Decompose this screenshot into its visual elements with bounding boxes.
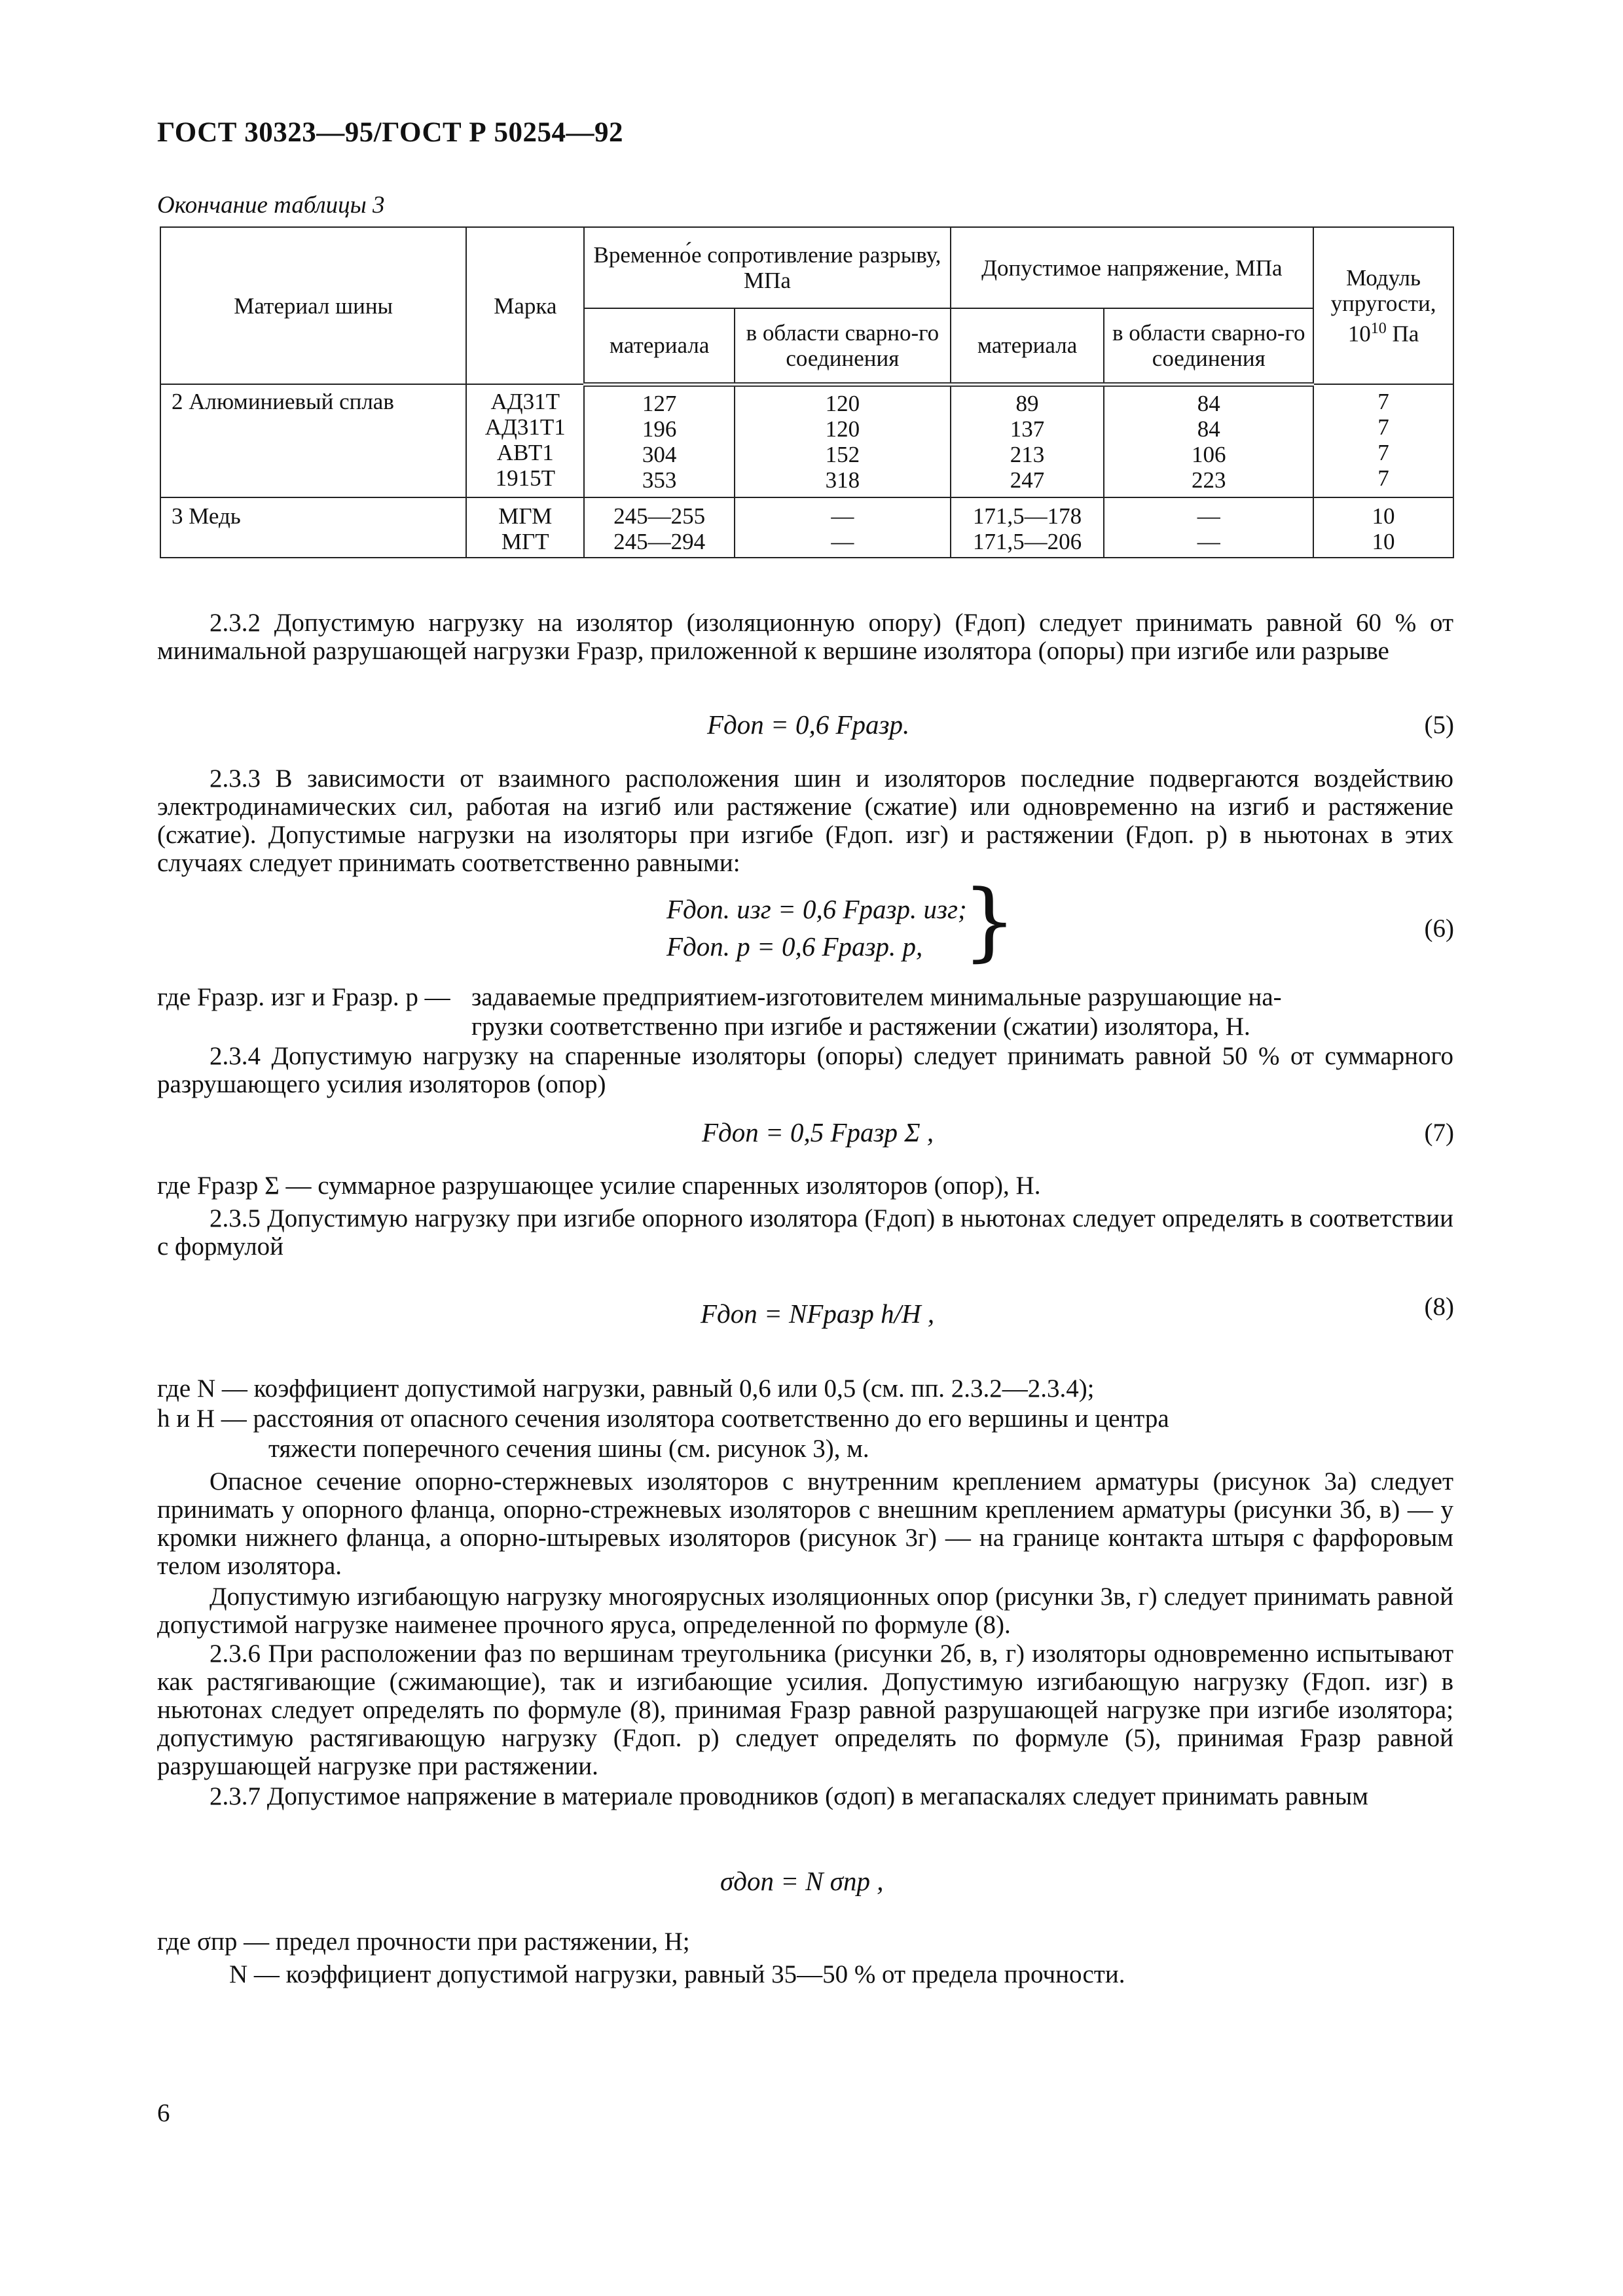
row-allow-weld: 84 84 106 223 bbox=[1104, 384, 1313, 497]
row-tensile-material: 245—255 245—294 bbox=[584, 497, 735, 558]
table-row bbox=[160, 497, 1453, 558]
where-7: где Fразр Σ — суммарное разрушающее усилие спаренных изоляторов (опор), Н. bbox=[157, 1172, 1041, 1200]
paragraph-danger-section: Опасное сечение опорно-стержневых изоляторов с внутренним креплением арматуры (рисунок 3а) следует принимать у опорного фланца, опорно-стрежневых изоляторов с внешним креплением арматуры (рисунки 3б, в) — у кромки нижнего фланца, а опорно-штыревых изоляторов (рисунок 3г) — на границе контакта штыря с фарфоровым телом изолятора. bbox=[157, 1467, 1453, 1580]
paragraph-2-3-3: 2.3.3 В зависимости от взаимного расположения шин и изоляторов последние подвергаются воздействию электродинамических сил, работая на изгиб или растяжение (сжатие) или одновременно на изгиб и растяжение (сжатие). Допустимые нагрузки на изоляторы при изгибе (Fдоп. изг) и растяжении (Fдоп. р) в ньютонах в этих случаях следует принимать соответственно равными: bbox=[157, 764, 1453, 877]
where-6-lead: где Fразр. изг и Fразр. р — bbox=[157, 983, 450, 1011]
row-allow-material: 171,5—178 171,5—206 bbox=[951, 497, 1104, 558]
paragraph-2-3-4: 2.3.4 Допустимую нагрузку на спаренные изоляторы (опоры) следует принимать равной 50 % от суммарного разрушающего усилия изоляторов (опор) bbox=[157, 1042, 1453, 1098]
header-material: Материал шины bbox=[160, 227, 466, 384]
row-brands: АД31Т АД31Т1 АВТ1 1915Т bbox=[466, 384, 584, 497]
formula-5: Fдоп = 0,6 Fразр. bbox=[707, 709, 910, 740]
row-tensile-weld: 120 120 152 318 bbox=[735, 384, 951, 497]
header-brand: Марка bbox=[466, 227, 584, 384]
subheader-tensile-material: материала bbox=[584, 308, 735, 384]
subheader-tensile-weld: в области сварно-го соединения bbox=[735, 308, 951, 384]
formula-number-6: (6) bbox=[1424, 914, 1454, 942]
row-material: 3 Медь bbox=[160, 497, 466, 558]
paragraph-2-3-5: 2.3.5 Допустимую нагрузку при изгибе опорного изолятора (Fдоп) в ньютонах следует определять в соответствии с формулой bbox=[157, 1204, 1453, 1261]
formula-6b: Fдоп. р = 0,6 Fразр. р, bbox=[666, 931, 923, 961]
table-row bbox=[160, 384, 1453, 497]
paragraph-2-3-2: 2.3.2 Допустимую нагрузку на изолятор (изоляционную опору) (Fдоп) следует принимать равной 60 % от минимальной разрушающей нагрузки Fразр, приложенной к вершине изолятора (опоры) при изгибе или разрыве bbox=[157, 609, 1453, 665]
where-8-h-1: h и H — расстояния от опасного сечения изолятора соответственно до его вершины и центра bbox=[157, 1405, 1169, 1433]
curly-brace: } bbox=[962, 871, 1017, 971]
where-8-h-2: тяжести поперечного сечения шины (см. рисунок 3), м. bbox=[268, 1435, 869, 1463]
paragraph-multi-tier: Допустимую изгибающую нагрузку многоярусных изоляционных опор (рисунки 3в, г) следует принимать равной допустимой нагрузке наименее прочного яруса, определенной по формуле (8). bbox=[157, 1583, 1453, 1639]
document-header: ГОСТ 30323—95/ГОСТ Р 50254—92 bbox=[157, 117, 623, 148]
row-material: 2 Алюминиевый сплав bbox=[160, 384, 466, 497]
where-9-sigma: где σпр — предел прочности при растяжении, Н; bbox=[157, 1928, 690, 1956]
subheader-allow-material: материала bbox=[951, 308, 1104, 384]
where-8-n: где N — коэффициент допустимой нагрузки, равный 0,6 или 0,5 (см. пп. 2.3.2—2.3.4); bbox=[157, 1374, 1095, 1403]
formula-6a: Fдоп. изг = 0,6 Fразр. изг; bbox=[666, 894, 967, 924]
row-tensile-weld: — — bbox=[735, 497, 951, 558]
page-number: 6 bbox=[157, 2099, 170, 2127]
materials-table bbox=[160, 226, 1454, 558]
row-allow-material: 89 137 213 247 bbox=[951, 384, 1104, 497]
row-allow-weld: — — bbox=[1104, 497, 1313, 558]
header-modulus: Модуль упругости, $10^{10}$ Па bbox=[1313, 227, 1453, 384]
formula-7: Fдоп = 0,5 Fразр Σ , bbox=[702, 1117, 934, 1147]
formula-9: σдоп = N σпр , bbox=[720, 1866, 884, 1896]
row-modulus: 10 10 bbox=[1313, 497, 1453, 558]
paragraph-2-3-7: 2.3.7 Допустимое напряжение в материале проводников (σдоп) в мегапаскалях следует принимать равным bbox=[210, 1782, 1368, 1810]
paragraph-2-3-6: 2.3.6 При расположении фаз по вершинам треугольника (рисунки 2б, в, г) изоляторы одновременно испытывают как растягивающие (сжимающие), так и изгибающие усилия. Допустимую изгибающую нагрузку (Fдоп. изг) в ньютонах следует определять по формуле (8), принимая Fразр равной разрушающей нагрузке при изгибе изолятора; допустимую растягивающую нагрузку (Fдоп. р) следует определять по формуле (5), принимая Fразр равной разрушающей нагрузке при растяжении. bbox=[157, 1640, 1453, 1780]
where-9-n: N — коэффициент допустимой нагрузки, равный 35—50 % от предела прочности. bbox=[229, 1960, 1125, 1988]
where-6-text-2: грузки соответственно при изгибе и растяжении (сжатии) изолятора, Н. bbox=[471, 1013, 1250, 1041]
where-6-text-1: задаваемые предприятием-изготовителем минимальные разрушающие на- bbox=[471, 983, 1282, 1011]
header-allowable: Допустимое напряжение, МПа bbox=[951, 227, 1313, 308]
subheader-allow-weld: в области сварно-го соединения bbox=[1104, 308, 1313, 384]
header-tensile: Временно́е сопротивление разрыву, МПа bbox=[584, 227, 950, 308]
table-caption: Окончание таблицы 3 bbox=[157, 192, 385, 219]
formula-number-7: (7) bbox=[1424, 1119, 1454, 1147]
row-tensile-material: 127 196 304 353 bbox=[584, 384, 735, 497]
formula-number-5: (5) bbox=[1424, 711, 1454, 739]
formula-number-8: (8) bbox=[1424, 1293, 1454, 1321]
row-modulus: 7 7 7 7 bbox=[1313, 384, 1453, 497]
row-brands: МГМ МГТ bbox=[466, 497, 584, 558]
formula-8: Fдоп = NFразр h/H , bbox=[701, 1299, 935, 1329]
